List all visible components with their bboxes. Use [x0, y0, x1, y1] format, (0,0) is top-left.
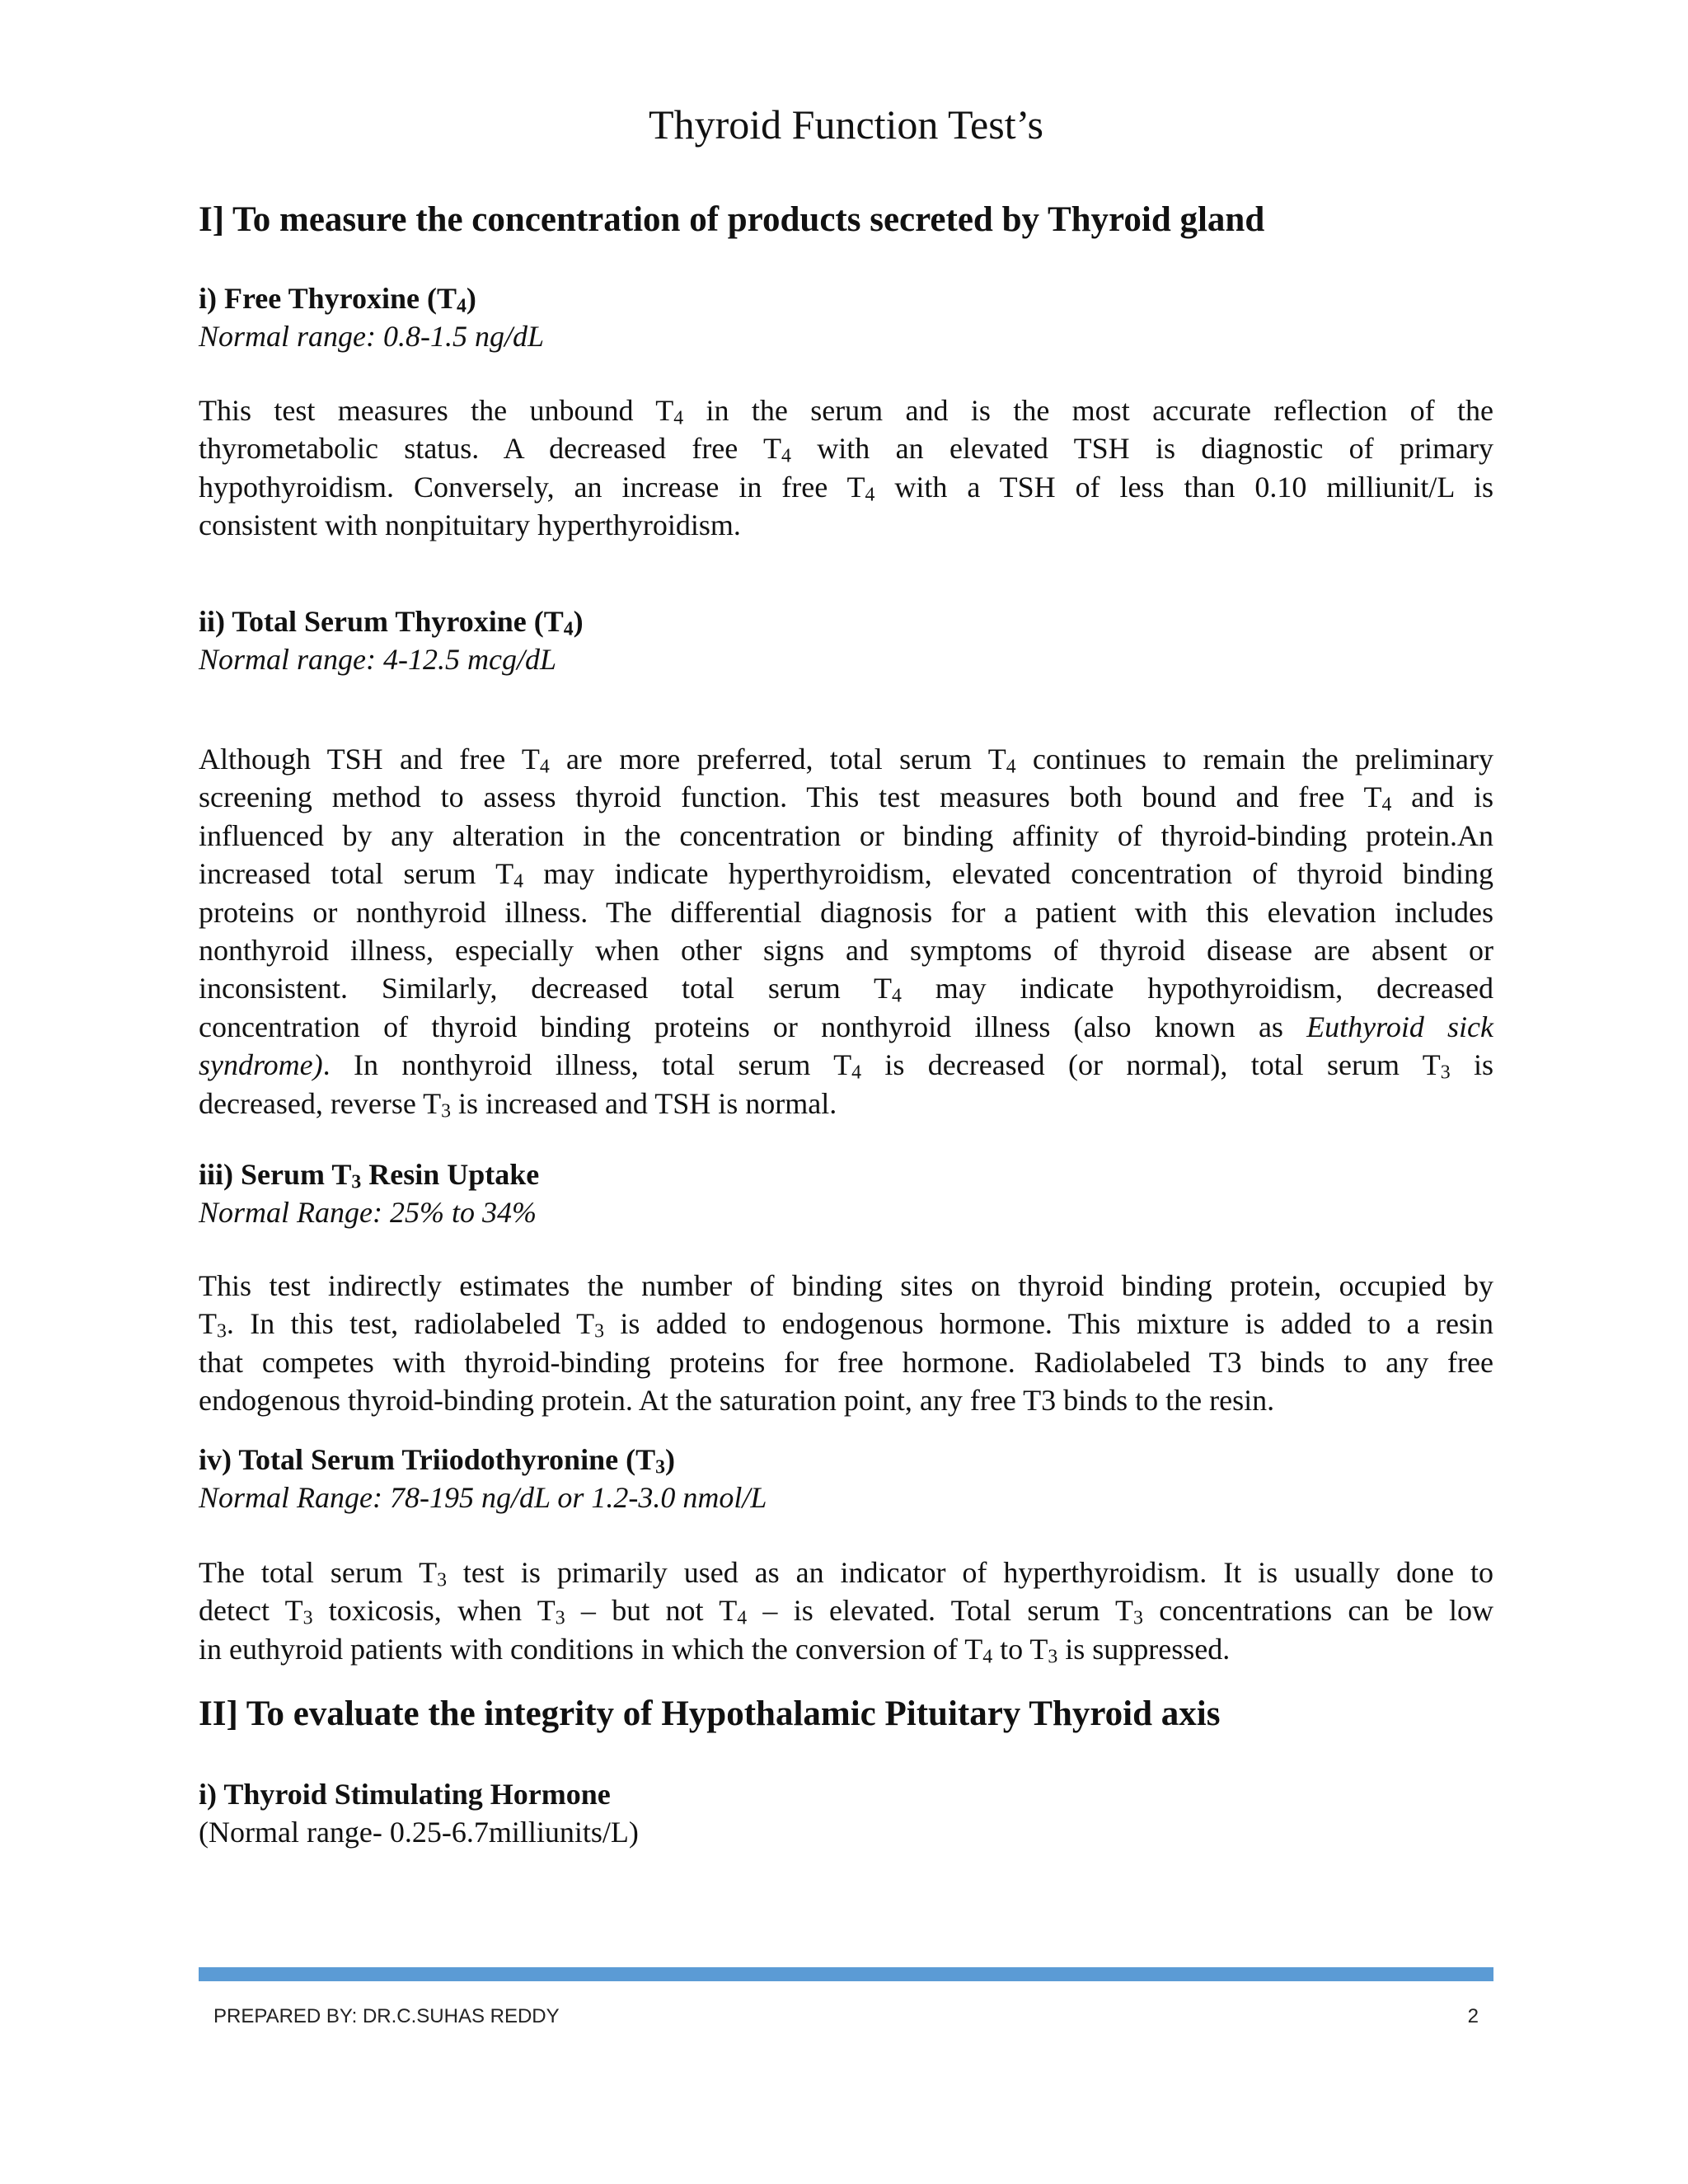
paragraph-line — [199, 468, 1493, 506]
text-segment: i) Free Thyroxine (T — [199, 282, 457, 315]
paragraph-line — [199, 429, 1493, 467]
paragraph-line — [199, 1343, 1493, 1381]
paragraph-line — [199, 391, 1493, 429]
paragraph-total-serum-thyroxine — [199, 740, 1493, 1122]
subscript-text: 4 — [563, 618, 574, 640]
subsection-heading-tsh — [199, 1776, 1493, 1812]
text-segment: consistent with nonpituitary hyperthyroidism. — [199, 509, 741, 542]
subsection-heading-total-serum-triiodothyronine — [199, 1441, 1493, 1478]
subscript-text: 4 — [865, 484, 875, 506]
footer-prepared-by: PREPARED BY: DR.C.SUHAS REDDY — [213, 2005, 560, 2027]
subscript-text: 4 — [781, 445, 791, 467]
subscript-text: 3 — [1048, 1646, 1058, 1668]
text-segment: with a TSH of less than 0.10 milliunit/L is — [874, 470, 1493, 504]
text-segment: Euthyroid sick — [1306, 1010, 1493, 1043]
subscript-text: 3 — [437, 1569, 447, 1591]
subscript-text: 3 — [441, 1099, 452, 1122]
document-title: Thyroid Function Test’s — [649, 101, 1043, 148]
text-segment: – is elevated. Total serum T — [747, 1594, 1134, 1628]
text-segment: . In nonthyroid illness, total serum T — [322, 1048, 852, 1082]
text-segment: iv) Total Serum Triiodothyronine (T — [199, 1443, 656, 1476]
subscript-text: 4 — [513, 870, 523, 893]
text-segment: thyrometabolic status. A decreased free T — [199, 432, 781, 466]
text-segment: with an elevated TSH is diagnostic of primary — [790, 432, 1494, 466]
section-heading-hpt-axis: II] To evaluate the integrity of Hypothalamic Pituitary Thyroid axis — [199, 1694, 1221, 1733]
subscript-text: 4 — [891, 985, 902, 1007]
text-segment: is increased and TSH is normal. — [451, 1086, 837, 1120]
paragraph-line — [199, 506, 1493, 544]
text-segment: that competes with thyroid-binding proteins for free hormone. Radiolabeled T3 binds to any free — [199, 1345, 1493, 1379]
normal-range-free-thyroxine: Normal range: 0.8-1.5 ng/dL — [199, 320, 545, 353]
paragraph-line — [199, 1267, 1493, 1305]
subscript-text: 3 — [594, 1320, 605, 1343]
text-segment: ) — [466, 282, 476, 315]
section-heading-products: I] To measure the concentration of products secreted by Thyroid gland — [199, 200, 1265, 239]
text-segment: test is primarily used as an indicator of hyperthyroidism. It is usually done to — [446, 1556, 1493, 1589]
paragraph-line — [199, 1305, 1493, 1343]
subsection-heading-total-serum-thyroxine — [199, 603, 1493, 640]
text-segment: proteins or nonthyroid illness. The differential diagnosis for a patient with this elevation includes — [199, 895, 1493, 929]
subscript-text: 4 — [456, 295, 467, 317]
text-segment: may indicate hypothyroidism, decreased — [901, 972, 1493, 1005]
text-segment: ii) Total Serum Thyroxine (T — [199, 605, 564, 638]
text-segment: decreased, reverse T — [199, 1086, 442, 1120]
text-segment: increased total serum T — [199, 857, 514, 891]
subscript-text: 3 — [217, 1320, 227, 1343]
text-segment: concentrations can be low — [1142, 1594, 1493, 1628]
text-segment: hypothyroidism. Conversely, an increase in free T — [199, 470, 865, 504]
text-segment: i) Thyroid Stimulating Hormone — [199, 1778, 611, 1811]
paragraph-total-serum-triiodothyronine — [199, 1554, 1493, 1668]
text-segment: . In this test, radiolabeled T — [226, 1307, 595, 1341]
text-segment: nonthyroid illness, especially when other signs and symptoms of thyroid disease are absent or — [199, 934, 1493, 968]
subscript-text: 3 — [555, 1607, 565, 1629]
text-segment: iii) Serum T — [199, 1158, 352, 1191]
text-segment: The total serum T — [199, 1556, 438, 1589]
normal-range-total-serum-thyroxine: Normal range: 4-12.5 mcg/dL — [199, 643, 556, 676]
paragraph-line — [199, 740, 1493, 778]
text-segment: This test measures the unbound T — [199, 394, 674, 427]
subscript-text: 4 — [1006, 756, 1016, 778]
subsection-heading-free-thyroxine — [199, 280, 1493, 316]
paragraph-free-thyroxine — [199, 391, 1493, 545]
paragraph-line — [199, 1381, 1493, 1419]
text-segment: may indicate hyperthyroidism, elevated concentration of thyroid binding — [523, 857, 1493, 891]
normal-range-t3-resin-uptake: Normal Range: 25% to 34% — [199, 1196, 537, 1229]
subscript-text: 3 — [351, 1171, 362, 1193]
text-segment: continues to remain the preliminary — [1015, 743, 1493, 776]
paragraph-line — [199, 1591, 1493, 1629]
subscript-text: 3 — [302, 1607, 313, 1629]
text-segment: inconsistent. Similarly, decreased total serum T — [199, 972, 892, 1005]
text-segment: detect T — [199, 1594, 303, 1628]
subscript-text: 4 — [539, 756, 550, 778]
text-segment: in euthyroid patients with conditions in which the conversion of T — [199, 1632, 983, 1666]
text-segment: screening method to assess thyroid function. This test measures both bound and free T — [199, 780, 1382, 814]
text-segment: is decreased (or normal), total serum T — [861, 1048, 1441, 1082]
text-segment: is added to endogenous hormone. This mixture is added to a resin — [604, 1307, 1493, 1341]
text-segment: Resin Uptake — [361, 1158, 540, 1191]
text-segment: in the serum and is the most accurate reflection of the — [683, 394, 1493, 427]
paragraph-t3-resin-uptake — [199, 1267, 1493, 1420]
normal-range-total-serum-triiodothyronine: Normal Range: 78-195 ng/dL or 1.2-3.0 nmol/L — [199, 1481, 767, 1514]
text-segment: concentration of thyroid binding proteins or nonthyroid illness (also known as — [199, 1010, 1307, 1043]
text-segment: Although TSH and free T — [199, 743, 540, 776]
text-segment: This test indirectly estimates the number of binding sites on thyroid binding protein, occupied by — [199, 1269, 1493, 1302]
text-segment: and is — [1391, 780, 1493, 814]
subscript-text: 3 — [1133, 1607, 1143, 1629]
subscript-text: 4 — [1381, 794, 1392, 816]
text-segment: ) — [664, 1443, 675, 1476]
paragraph-line — [199, 1630, 1493, 1668]
subscript-text: 4 — [673, 407, 684, 429]
text-segment: syndrome) — [199, 1048, 323, 1082]
paragraph-line — [199, 1085, 1493, 1122]
paragraph-line — [199, 817, 1493, 855]
text-segment: T — [199, 1307, 217, 1341]
paragraph-line — [199, 1046, 1493, 1084]
paragraph-line — [199, 1554, 1493, 1591]
subscript-text: 4 — [851, 1062, 862, 1084]
paragraph-line — [199, 1008, 1493, 1046]
text-segment: endogenous thyroid-binding protein. At the saturation point, any free T3 binds to the resin. — [199, 1384, 1275, 1418]
text-segment: ) — [573, 605, 584, 638]
text-segment: to T — [992, 1632, 1048, 1666]
paragraph-line — [199, 778, 1493, 816]
paragraph-line — [199, 931, 1493, 969]
text-segment: toxicosis, when T — [312, 1594, 556, 1628]
text-segment: is suppressed. — [1057, 1632, 1231, 1666]
text-segment: are more preferred, total serum T — [549, 743, 1006, 776]
text-segment: influenced by any alteration in the concentration or binding affinity of thyroid-binding protein.An — [199, 818, 1493, 852]
paragraph-line — [199, 893, 1493, 931]
normal-range-tsh: (Normal range- 0.25-6.7milliunits/L) — [199, 1816, 639, 1849]
subscript-text: 3 — [1440, 1062, 1451, 1084]
paragraph-line — [199, 969, 1493, 1007]
subscript-text: 4 — [737, 1607, 748, 1629]
text-segment: is — [1450, 1048, 1493, 1082]
footer-page-number: 2 — [1467, 2005, 1479, 2027]
paragraph-line — [199, 855, 1493, 893]
footer-divider-bar — [199, 1967, 1493, 1981]
subscript-text: 3 — [655, 1456, 665, 1479]
text-segment: – but not T — [565, 1594, 738, 1628]
subscript-text: 4 — [982, 1646, 993, 1668]
subsection-heading-t3-resin-uptake — [199, 1156, 1493, 1193]
